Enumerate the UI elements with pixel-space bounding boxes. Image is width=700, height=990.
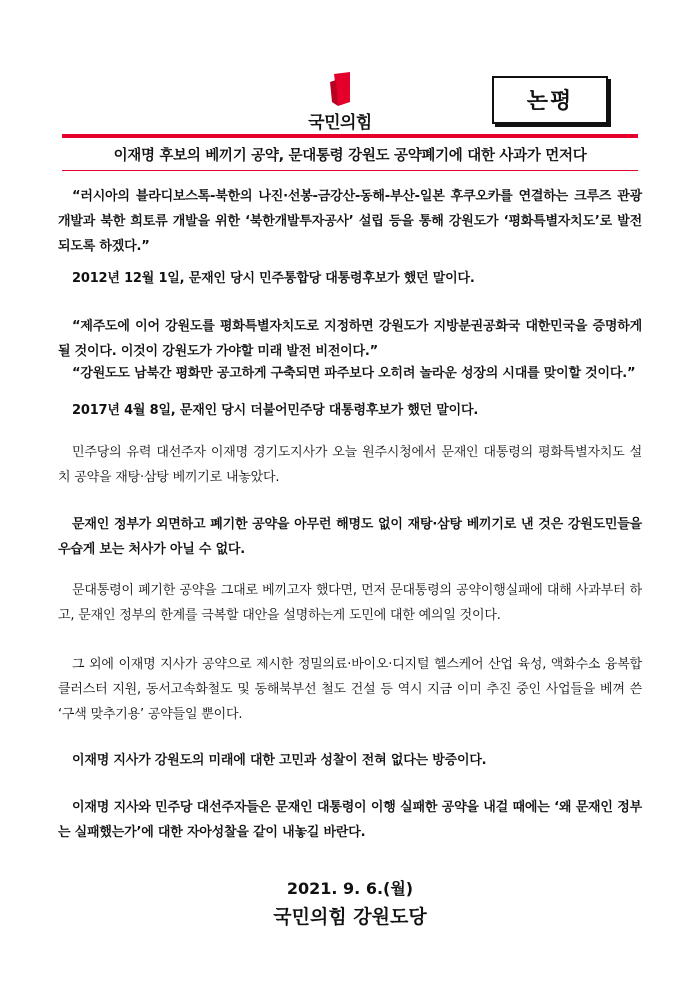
- headline-bottom-rule: [62, 170, 638, 171]
- headline-top-rule: [62, 134, 638, 138]
- release-date: 2021. 9. 6.(월): [286, 879, 414, 898]
- body-paragraph: 문대통령이 폐기한 공약을 그대로 베끼고자 했다면, 먼저 문대통령의 공약이행실패에 대해 사과부터 하고, 문재인 정부의 한계를 극복할 대안을 설명하는게 도민에 대한 예의일 것이다.: [58, 583, 642, 623]
- quote-2012: “러시아의 블라디보스톡-북한의 나진·선봉-금강산-동해-부산-일본 후쿠오카를 연결하는 크루즈 관광 개발과 북한 희토류 개발을 위한 ‘북한개발투자공사’ 설립 등을 통해 강원도가 ‘평화특별자치도’로 발전되도록 하겠다.”: [58, 189, 642, 254]
- headline: 이재명 후보의 베끼기 공약, 문대통령 강원도 공약폐기에 대한 사과가 먼저다: [113, 148, 587, 164]
- party-logo: [290, 72, 390, 133]
- quote-2017-a: “제주도에 이어 강원도를 평화특별자치도로 지정하면 강원도가 지방분권공화국 대한민국을 증명하게 될 것이다. 이것이 강원도가 가야할 미래 발전 비전이다.”: [58, 319, 642, 359]
- body-paragraph-bold: 이재명 지사가 강원도의 미래에 대한 고민과 성찰이 전혀 없다는 방증이다.: [72, 753, 487, 768]
- closing-paragraph: 이재명 지사와 민주당 대선주자들은 문재인 대통령이 이행 실패한 공약을 내걸 때에는 ‘왜 문재인 정부는 실패했는가’에 대한 자아성찰을 같이 내놓길 바란다.: [58, 800, 642, 840]
- logo-text: 국민의힘: [308, 113, 372, 133]
- issuing-organization: 국민의힘 강원도당: [273, 906, 427, 928]
- badge-text: 논평: [526, 89, 574, 114]
- body-paragraph-bold: 문재인 정부가 외면하고 폐기한 공약을 아무런 해명도 없이 재탕·삼탕 베끼기로 낸 것은 강원도민들을 우습게 보는 처사가 아닐 수 없다.: [58, 517, 642, 557]
- statement-2012: 2012년 12월 1일, 문재인 당시 민주통합당 대통령후보가 했던 말이다.: [72, 271, 475, 286]
- statement-2017: 2017년 4월 8일, 문재인 당시 더불어민주당 대통령후보가 했던 말이다.: [72, 403, 479, 418]
- party-logo-mark-icon: [328, 72, 352, 106]
- commentary-badge: [492, 76, 608, 124]
- body-paragraph: 그 외에 이재명 지사가 공약으로 제시한 정밀의료·바이오·디지털 헬스케어 산업 육성, 액화수소 융복합 클러스터 지원, 동서고속화철도 및 동해북부선 철도 건설 등 역시 지금 이미 추진 중인 사업들을 베껴 쓴 ‘구색 맞추기용’ 공약들일 뿐이다.: [58, 657, 642, 722]
- quote-2017-b: “강원도도 남북간 평화만 공고하게 구축되면 파주보다 오히려 놀라운 성장의 시대를 맞이할 것이다.”: [72, 366, 636, 381]
- body-paragraph: 민주당의 유력 대선주자 이재명 경기도지사가 오늘 원주시청에서 문재인 대통령의 평화특별자치도 설치 공약을 재탕·삼탕 베끼기로 내놓았다.: [58, 445, 642, 485]
